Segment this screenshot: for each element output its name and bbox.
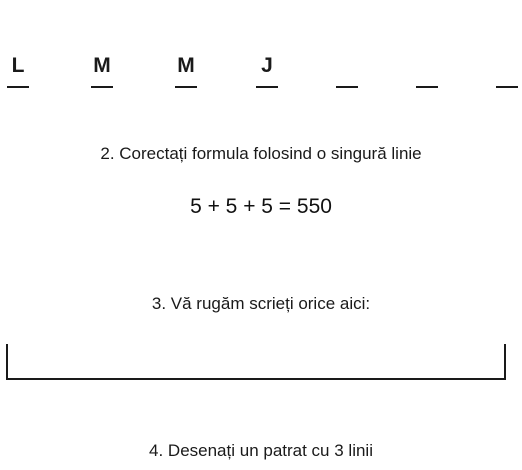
weekday-letter: M: [177, 54, 195, 77]
task-2-formula[interactable]: 5 + 5 + 5 = 550: [190, 195, 332, 218]
task-3-instruction: 3. Vă rugăm scrieți orice aici:: [151, 294, 371, 313]
weekday-blank-slot-5[interactable]: [336, 48, 358, 88]
task-3-write-area[interactable]: [6, 344, 506, 380]
task-2-instruction: 2. Corectați formula folosind o singură linie: [100, 144, 422, 163]
weekday-slot-4: [256, 48, 278, 88]
weekday-slot-2: [91, 48, 113, 88]
weekday-blank-slot-7[interactable]: [496, 48, 518, 88]
weekday-blank-slot-6[interactable]: [416, 48, 438, 88]
weekday-letter-row: [0, 48, 522, 92]
weekday-letter: M: [93, 54, 111, 77]
weekday-slot-3: [175, 48, 197, 88]
weekday-slot-1: [7, 48, 29, 88]
task-4-instruction: 4. Desenați un patrat cu 3 linii: [149, 441, 373, 460]
weekday-letter: J: [261, 54, 273, 77]
weekday-letter: L: [11, 54, 25, 77]
